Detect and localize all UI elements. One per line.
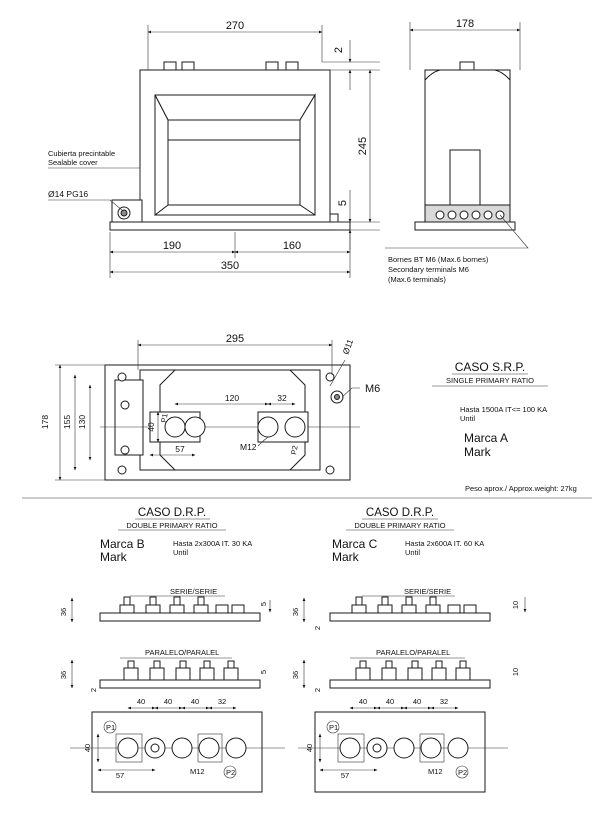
dim-front-width: 270 <box>225 20 245 32</box>
dim-top-gap: 32 <box>277 393 287 403</box>
drp-c-paralelo-terminals <box>356 661 470 680</box>
case-srp-block <box>432 360 577 493</box>
drp-c-serie-terminals <box>352 597 476 613</box>
case-srp-title: CASO S.R.P. <box>454 360 526 374</box>
drp-c-subtitle: DOUBLE PRIMARY RATIO <box>354 521 446 530</box>
front-view <box>48 20 380 278</box>
drp-c-serie-h10: 10 <box>511 600 520 610</box>
drp-b-serie-terminals <box>120 597 244 613</box>
drp-b-subtitle: DOUBLE PRIMARY RATIO <box>126 521 218 530</box>
dim-top-hole: Ø11 <box>340 337 356 356</box>
terminals-label-en: Secondary terminals M6 <box>388 265 469 274</box>
drp-c-brand-en: Mark <box>332 550 359 564</box>
front-base <box>110 222 350 230</box>
drp-b-d40v: 40 <box>83 743 92 753</box>
drp-c-d32: 32 <box>439 697 449 706</box>
drp-b-paralelo-label: PARALELO/PARALEL <box>145 648 220 657</box>
dim-side-width: 178 <box>455 18 475 30</box>
drp-b-until: Until <box>173 548 189 557</box>
drp-b-brand: Marca B <box>100 537 145 551</box>
drp-b-serie-label: SERIE/SERIE <box>170 587 218 596</box>
drp-b-d40c: 40 <box>190 697 200 706</box>
drp-b-brand-en: Mark <box>100 550 127 564</box>
drp-b-par-h2: 2 <box>89 687 98 693</box>
dim-top-inner: 155 <box>62 414 72 430</box>
drp-b-serie-h5: 5 <box>259 601 268 607</box>
side-view <box>385 18 528 284</box>
drp-b-paralelo-terminals <box>124 661 238 680</box>
dim-front-base: 5 <box>337 199 349 207</box>
drp-c-p1: P1 <box>329 723 339 732</box>
drp-b-bolt: M12 <box>190 767 205 776</box>
drp-c-par-h2: 2 <box>313 687 322 693</box>
dim-front-left: 190 <box>162 240 182 252</box>
primary-terminal-p2 <box>258 412 308 442</box>
case-srp-rating: Hasta 1500A IT<= 100 KA <box>460 405 548 414</box>
case-drp-b-block <box>59 507 285 792</box>
cover-label-es: Cubierta precintable <box>48 149 116 158</box>
drp-b-par-h36: 36 <box>59 670 68 680</box>
case-srp-until: Until <box>460 414 476 423</box>
top-p2-label: P2 <box>289 444 300 456</box>
drp-c-title: CASO D.R.P. <box>365 507 435 519</box>
drp-b-d40a: 40 <box>136 697 146 706</box>
case-srp-subtitle: SINGLE PRIMARY RATIO <box>446 376 534 385</box>
dim-top-face: 40 <box>146 422 156 432</box>
top-p1-label: P1 <box>159 412 170 424</box>
cover-label-en: Sealable cover <box>48 158 98 167</box>
drp-c-d40a: 40 <box>358 697 368 706</box>
drp-c-serie-h2: 2 <box>313 625 322 631</box>
terminals-label-note: (Max.6 terminals) <box>388 275 446 284</box>
ground-screw-label: M6 <box>365 383 381 395</box>
drp-b-serie-h36: 36 <box>59 607 68 617</box>
drp-c-brand: Marca C <box>332 537 378 551</box>
drp-c-par-h10: 10 <box>511 667 520 677</box>
drp-b-d57: 57 <box>115 771 125 780</box>
dim-front-total: 350 <box>220 260 240 272</box>
drp-c-paralelo-label: PARALELO/PARALEL <box>376 648 451 657</box>
drp-b-p1: P1 <box>106 723 116 732</box>
dim-top-mid: 130 <box>77 414 87 430</box>
terminals-label-es: Bornes BT M6 (Max.6 bornes) <box>388 255 489 264</box>
gland-label: Ø14 PG16 <box>48 189 89 199</box>
drp-c-d40b: 40 <box>385 697 395 706</box>
drp-c-d40c: 40 <box>412 697 422 706</box>
drp-c-bolt: M12 <box>428 767 443 776</box>
case-srp-brand-en: Mark <box>464 445 491 459</box>
drp-b-par-h5: 5 <box>259 669 268 675</box>
drp-c-until: Until <box>405 548 421 557</box>
case-drp-c-block <box>291 507 525 792</box>
case-srp-weight: Peso aprox./ Approx.weight: 27kg <box>465 484 577 493</box>
top-view <box>40 333 380 480</box>
drp-c-d57: 57 <box>340 771 350 780</box>
drp-c-serie-label: SERIE/SERIE <box>404 587 452 596</box>
drp-b-title: CASO D.R.P. <box>137 507 207 519</box>
drp-b-d40b: 40 <box>163 697 173 706</box>
drp-c-d40v: 40 <box>305 743 314 753</box>
dim-top-overall: 178 <box>40 414 50 430</box>
drp-c-p2: P2 <box>458 768 468 777</box>
drp-c-serie-h36: 36 <box>291 607 300 617</box>
drp-b-rating: Hasta 2x300A IT. 30 KA <box>173 539 253 548</box>
dim-front-height: 245 <box>357 136 369 156</box>
drp-c-par-h36: 36 <box>291 670 300 680</box>
top-bolt-label: M12 <box>240 442 257 452</box>
drp-b-d32: 32 <box>217 697 227 706</box>
drp-c-rating: Hasta 2x600A IT. 60 KA <box>405 539 485 548</box>
dim-top-length: 295 <box>225 333 245 345</box>
case-srp-brand: Marca A <box>464 431 509 445</box>
dim-top-pitch: 120 <box>224 393 240 403</box>
dim-front-right: 160 <box>282 240 302 252</box>
dim-front-top-gap: 2 <box>333 46 345 54</box>
dim-top-offset: 57 <box>175 444 185 454</box>
drp-b-p2: P2 <box>226 768 236 777</box>
